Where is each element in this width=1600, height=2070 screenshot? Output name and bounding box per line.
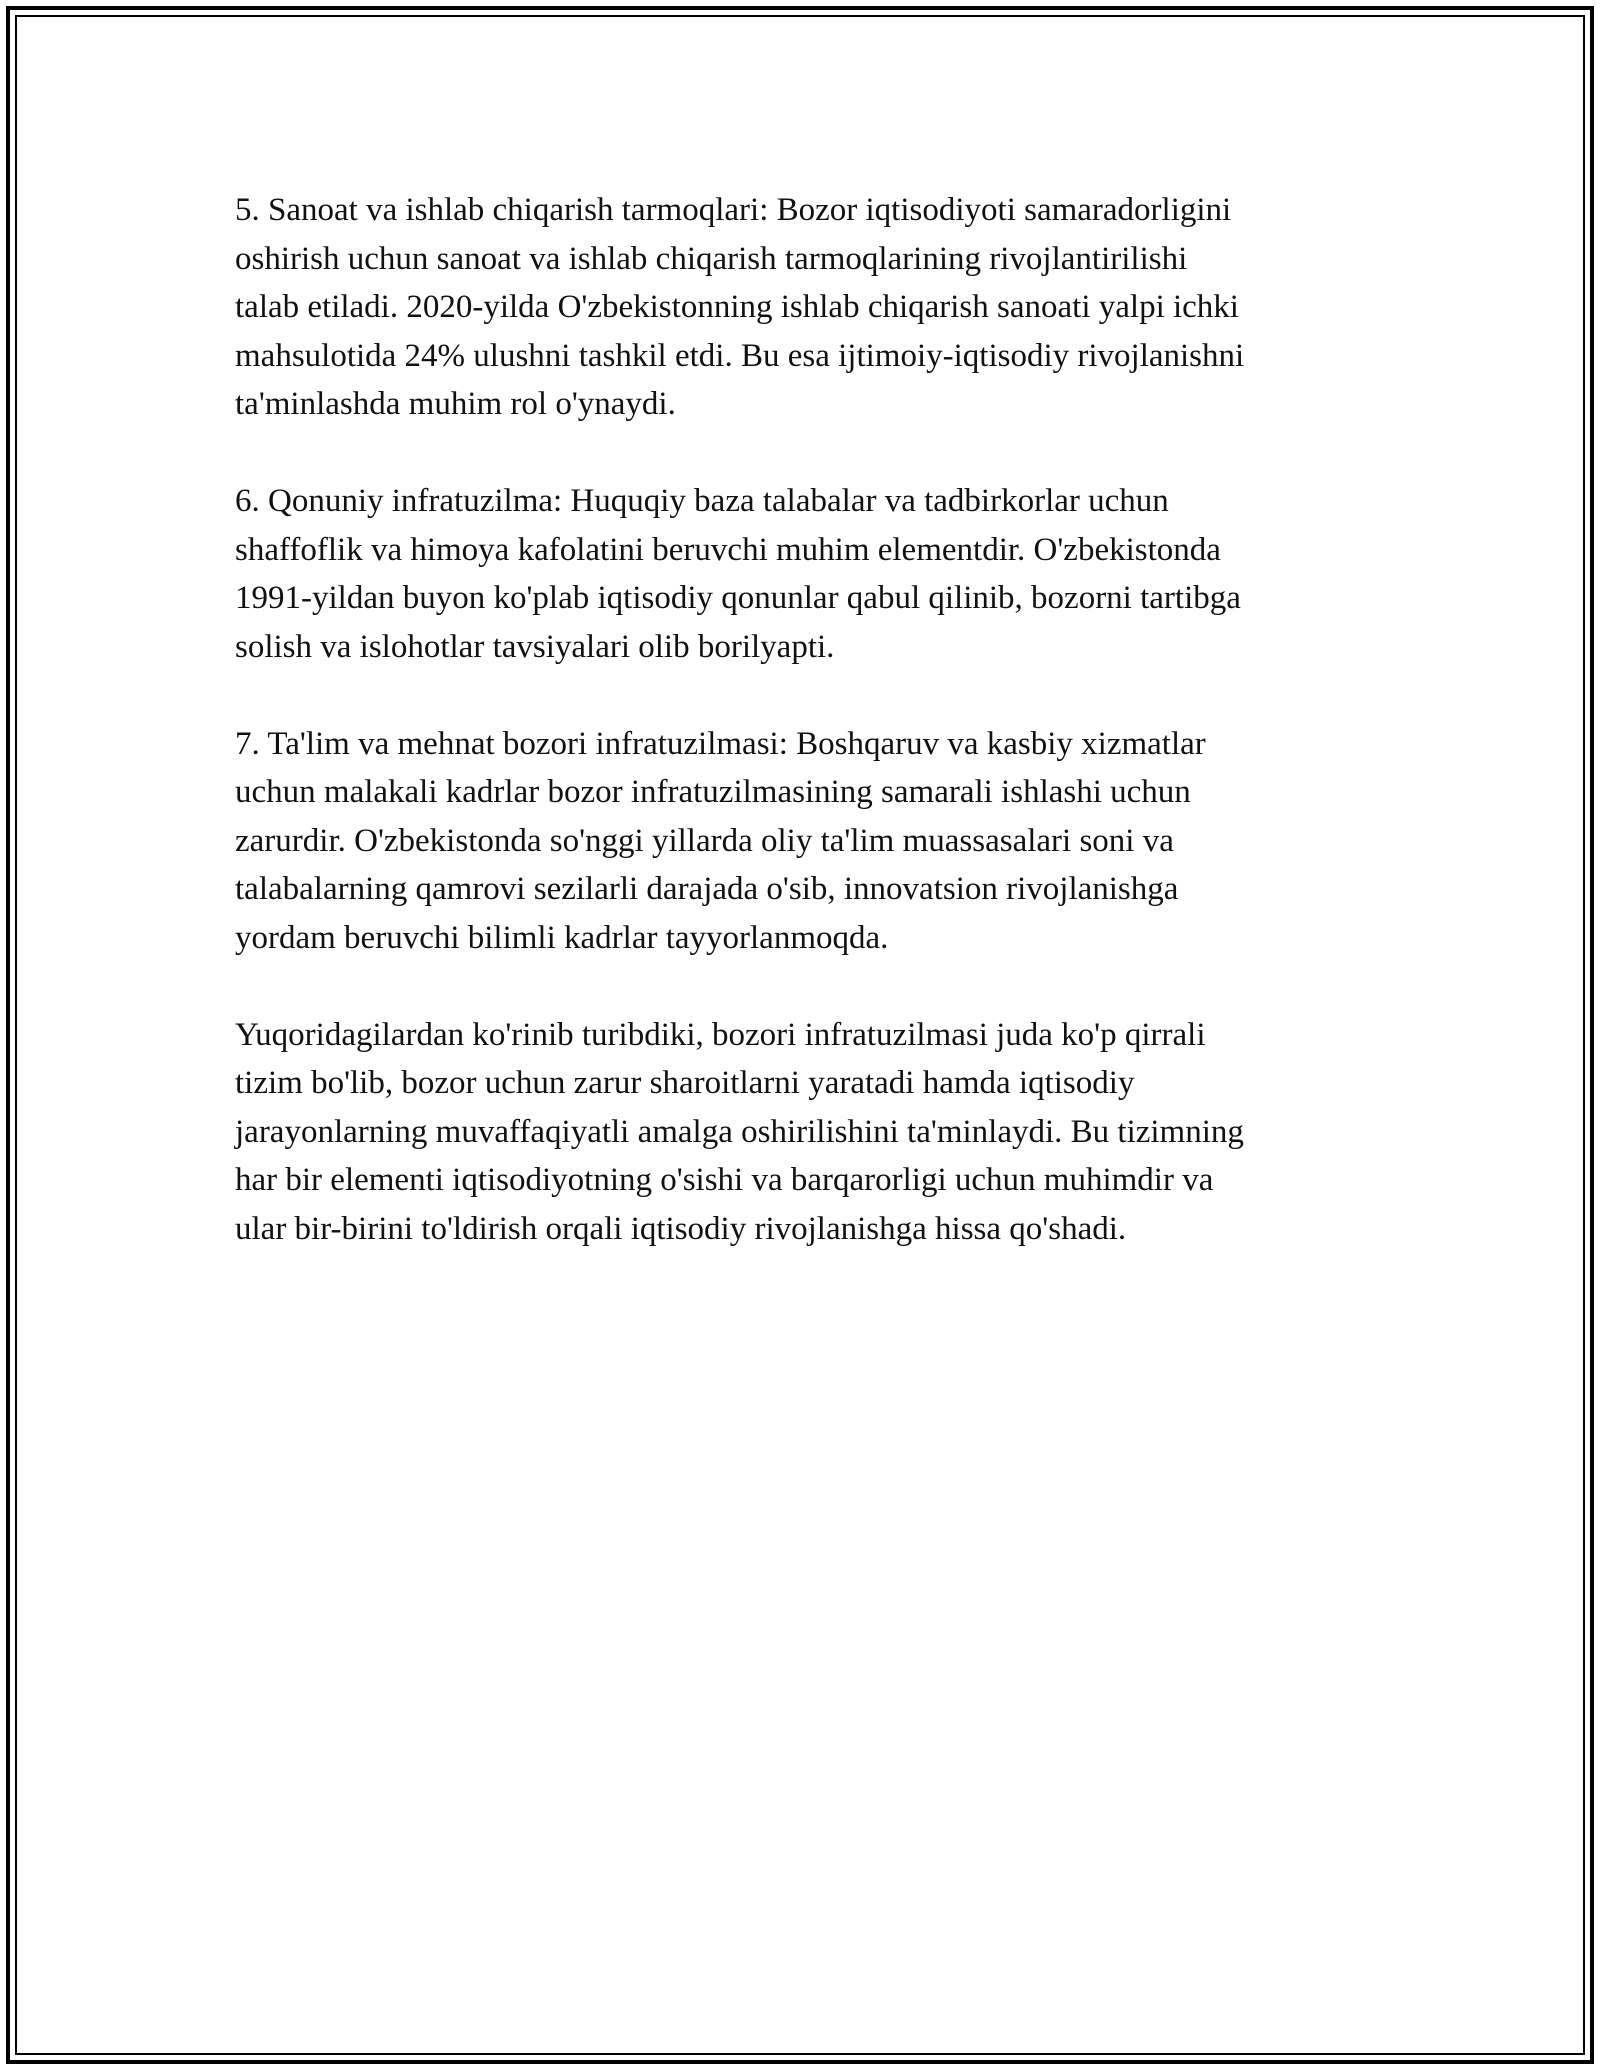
text-line: oshirish uchun sanoat va ishlab chiqarish tarmoqlarining rivojlantirilishi: [235, 240, 1188, 277]
text-line: har bir elementi iqtisodiyotning o'sishi va barqarorligi uchun muhimdir va: [235, 1162, 1214, 1198]
text-line: 1991-yildan buyon ko'plab iqtisodiy qonunlar qabul qilinib, bozorni tartibga: [235, 580, 1241, 616]
text-line: ular bir-birini to'ldirish orqali iqtisodiy rivojlanishga hissa qo'shadi.: [235, 1210, 1127, 1247]
text-line: talab etiladi. 2020-yilda O'zbekistonning ishlab chiqarish sanoati yalpi ichki: [235, 289, 1239, 325]
text-line: jarayonlarning muvaffaqiyatli amalga oshirilishini ta'minlaydi. Bu tizimning: [235, 1113, 1244, 1150]
document-body: [235, 186, 1365, 1302]
text-line: solish va islohotlar tavsiyalari olib borilyapti.: [235, 628, 835, 665]
paragraph-conclusion: [235, 1011, 1365, 1254]
text-line: 6. Qonuniy infratuzilma: Huquqiy baza talabalar va tadbirkorlar uchun: [235, 483, 1169, 519]
paragraph-legal: [235, 477, 1365, 671]
text-line: yordam beruvchi bilimli kadrlar tayyorlanmoqda.: [235, 919, 889, 956]
text-line: mahsulotida 24% ulushni tashkil etdi. Bu esa ijtimoiy-iqtisodiy rivojlanishni: [235, 337, 1245, 374]
text-line: shaffoflik va himoya kafolatini beruvchi muhim elementdir. O'zbekistonda: [235, 531, 1221, 568]
paragraph-education: [235, 720, 1365, 963]
text-line: 5. Sanoat va ishlab chiqarish tarmoqlari: Bozor iqtisodiyoti samaradorligini: [235, 192, 1232, 228]
text-line: Yuqoridagilardan ko'rinib turibdiki, bozori infratuzilmasi juda ko'p qirrali: [235, 1016, 1206, 1053]
text-line: ta'minlashda muhim rol o'ynaydi.: [235, 386, 676, 422]
text-line: 7. Ta'lim va mehnat bozori infratuzilmasi: Boshqaruv va kasbiy xizmatlar: [235, 725, 1206, 762]
paragraph-industry: [235, 186, 1365, 429]
text-line: zarurdir. O'zbekistonda so'nggi yillarda oliy ta'lim muassasalari soni va: [235, 822, 1174, 859]
text-line: tizim bo'lib, bozor uchun zarur sharoitlarni yaratadi hamda iqtisodiy: [235, 1065, 1135, 1101]
text-line: talabalarning qamrovi sezilarli darajada o'sib, innovatsion rivojlanishga: [235, 871, 1179, 907]
text-line: uchun malakali kadrlar bozor infratuzilmasining samarali ishlashi uchun: [235, 774, 1191, 810]
